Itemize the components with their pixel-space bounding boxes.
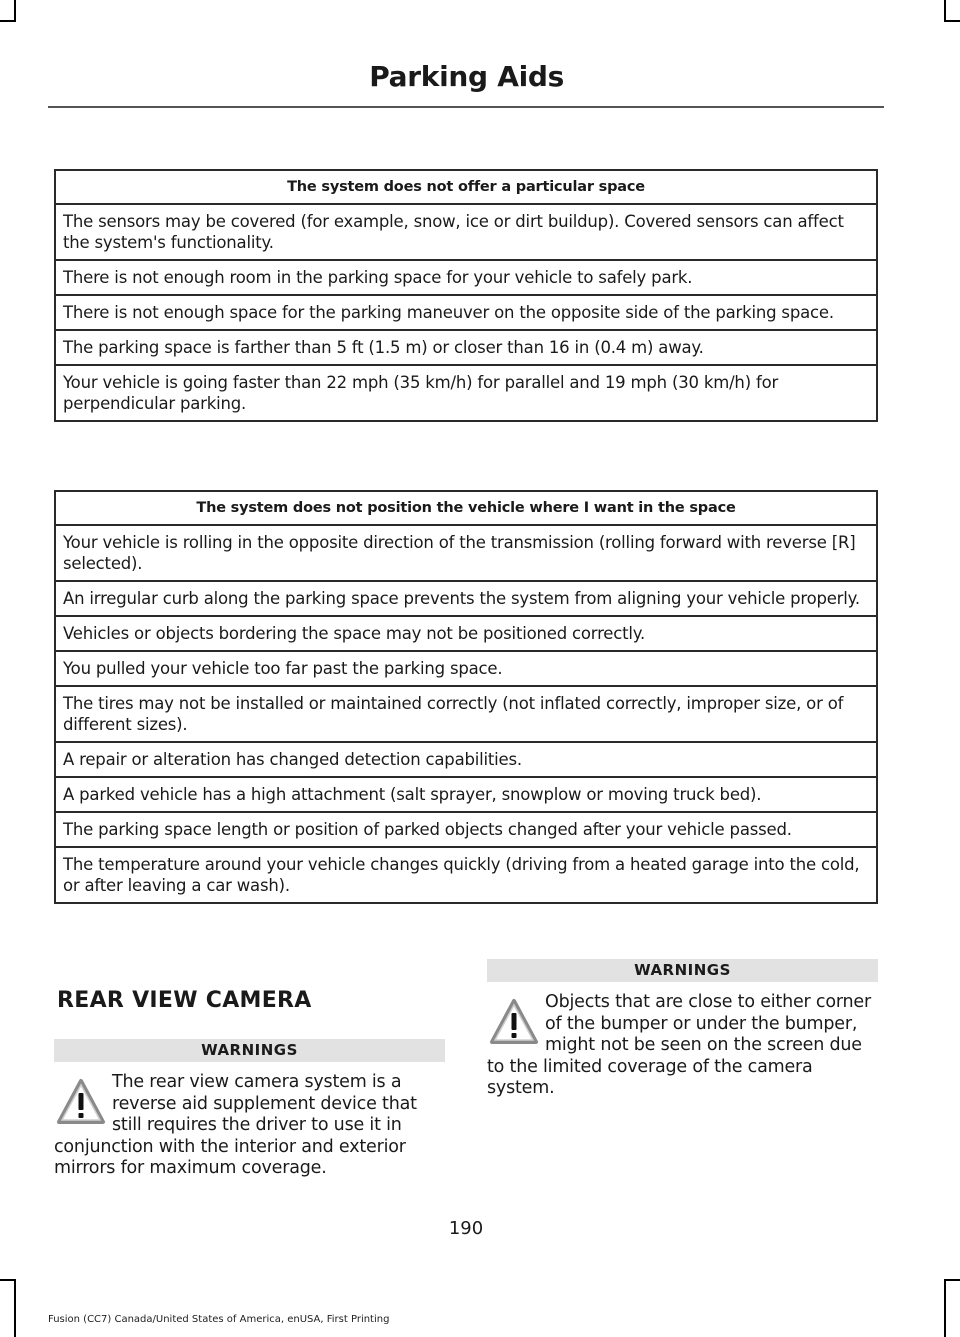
table-row: Your vehicle is going faster than 22 mph (35 km/h) for parallel and 19 mph (30 km/h) for perpendicular parking.	[55, 365, 877, 421]
warning-text: Objects that are close to either corner of the bumper or under the bumper, might not be seen on the screen due to the limited coverage of the camera system.	[487, 992, 871, 1098]
table-heading: The system does not offer a particular space	[55, 170, 877, 204]
header-divider	[48, 106, 884, 108]
crop-mark	[0, 1279, 16, 1281]
warning-body	[54, 1072, 445, 1180]
warning-heading: WARNINGS	[54, 1039, 445, 1062]
table-row: The tires may not be installed or maintained correctly (not inflated correctly, improper size, or of different sizes).	[55, 686, 877, 742]
table-row: There is not enough room in the parking space for your vehicle to safely park.	[55, 260, 877, 295]
footer-print-info: Fusion (CC7) Canada/United States of America, enUSA, First Printing	[48, 1314, 390, 1325]
table-heading: The system does not position the vehicle where I want in the space	[55, 491, 877, 525]
crop-mark	[14, 1281, 16, 1337]
warning-text: The rear view camera system is a reverse aid supplement device that still requires the driver to use it in conjunction with the interior and exterior mirrors for maximum coverage.	[54, 1072, 417, 1178]
table-row: The parking space is farther than 5 ft (1.5 m) or closer than 16 in (0.4 m) away.	[55, 330, 877, 365]
table-row: Your vehicle is rolling in the opposite direction of the transmission (rolling forward with reverse [R] selected).	[55, 525, 877, 581]
crop-mark	[944, 0, 946, 22]
table-row: A parked vehicle has a high attachment (salt sprayer, snowplow or moving truck bed).	[55, 777, 877, 812]
table-row: There is not enough space for the parking maneuver on the opposite side of the parking space.	[55, 295, 877, 330]
table-row: The temperature around your vehicle changes quickly (driving from a heated garage into the cold, or after leaving a car wash).	[55, 847, 877, 903]
page-number: 190	[448, 1218, 484, 1239]
table-row: An irregular curb along the parking space prevents the system from aligning your vehicle properly.	[55, 581, 877, 616]
troubleshooting-table-position	[54, 490, 878, 904]
troubleshooting-table-no-space	[54, 169, 878, 422]
crop-mark	[944, 20, 960, 22]
table-row: A repair or alteration has changed detection capabilities.	[55, 742, 877, 777]
warning-body	[487, 992, 878, 1100]
crop-mark	[944, 1281, 946, 1337]
table-row: Vehicles or objects bordering the space may not be positioned correctly.	[55, 616, 877, 651]
warning-triangle-icon	[489, 998, 539, 1046]
table-row: The parking space length or position of parked objects changed after your vehicle passed.	[55, 812, 877, 847]
warning-box-right	[487, 959, 878, 1100]
crop-mark	[14, 0, 16, 22]
table-row: The sensors may be covered (for example, snow, ice or dirt buildup). Covered sensors can affect the system's functionality.	[55, 204, 877, 260]
warning-box-left	[54, 1039, 445, 1180]
warning-heading: WARNINGS	[487, 959, 878, 982]
crop-mark	[944, 1279, 960, 1281]
crop-mark	[0, 20, 16, 22]
table-row: You pulled your vehicle too far past the parking space.	[55, 651, 877, 686]
section-heading: REAR VIEW CAMERA	[57, 988, 312, 1013]
page-title: Parking Aids	[369, 60, 564, 93]
warning-triangle-icon	[56, 1078, 106, 1126]
